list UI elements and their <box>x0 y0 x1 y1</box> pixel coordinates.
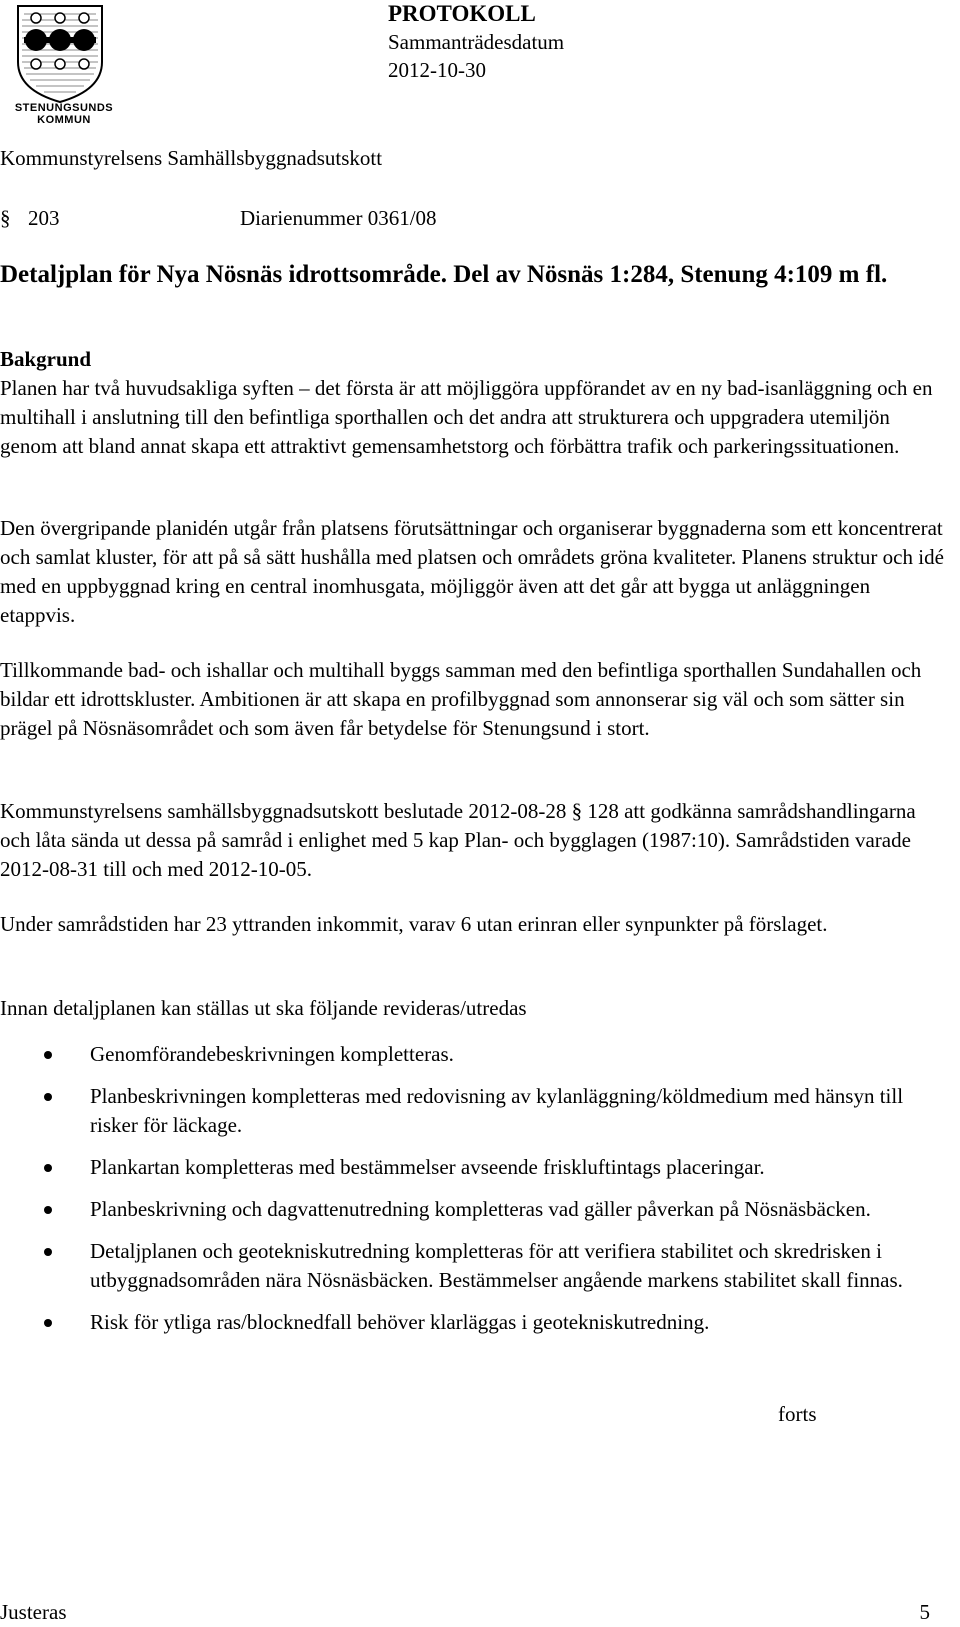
list-item-text: Planbeskrivningen kompletteras med redovisning av kylanläggning/köldmedium med hänsyn till risker för läckage. <box>90 1084 904 1137</box>
paragraph-5-block <box>0 910 950 939</box>
paragraph-1: Planen har två huvudsakliga syften – det första är att möjliggöra uppförandet av en ny bad-isanläggning och en multihall i anslutning till den befintliga sporthallen och det andra att strukturera och uppgradera utemiljön genom att bland annat skapa ett attraktivt gemensamhetstorg och förbättra trafik och parkeringssituationen. <box>0 376 933 458</box>
document-header <box>388 0 564 84</box>
background-heading: Bakgrund <box>0 347 92 371</box>
list-item <box>0 1153 950 1182</box>
list-item <box>0 1040 950 1069</box>
background-section <box>0 345 950 461</box>
bullet-icon <box>44 1051 52 1059</box>
section-line <box>0 204 600 233</box>
paragraph-symbol: § <box>0 206 11 230</box>
list-item-text: Detaljplanen och geotekniskutredning kompletteras för att verifiera stabilitet och skredrisken i utbyggnadsområden nära Nösnäsbäcken. Bestämmelser angående markens stabilitet skall finnas. <box>90 1239 903 1292</box>
bullet-icon <box>44 1164 52 1172</box>
list-item <box>0 1195 950 1224</box>
municipal-coat-of-arms-icon <box>4 4 116 104</box>
page-number: 5 <box>919 1600 930 1624</box>
paragraph-5: Under samrådstiden har 23 yttranden inkommit, varav 6 utan erinran eller synpunkter på förslaget. <box>0 912 828 936</box>
list-item <box>0 1237 950 1295</box>
date-label: Sammanträdesdatum <box>388 30 565 54</box>
paragraph-4-block <box>0 797 950 884</box>
paragraph-2: Den övergripande planidén utgår från platsens förutsättningar och organiserar byggnaderna som ett koncentrerat och samlat kluster, för att på så sätt hushålla med platsen och områdets gröna kvaliteter. Planens struktur och idé med en uppbyggnad kring en central inomhusgata, möjliggör även att det går att bygga ut anläggningen etappvis. <box>0 516 944 627</box>
bullet-icon <box>44 1319 52 1327</box>
list-item-text: Genomförandebeskrivningen kompletteras. <box>90 1042 454 1066</box>
paragraph-6: Innan detaljplanen kan ställas ut ska följande revideras/utredas <box>0 996 527 1020</box>
logo-text-line2: KOMMUN <box>37 114 91 126</box>
requirements-list <box>0 1040 950 1350</box>
list-item-text: Plankartan kompletteras med bestämmelser avseende friskluftintags placeringar. <box>90 1155 765 1179</box>
list-item-text: Risk för ytliga ras/blocknedfall behöver klarläggas i geotekniskutredning. <box>90 1310 710 1334</box>
logo-text-line1: STENUNGSUNDS <box>14 102 114 114</box>
paragraph-6-block <box>0 994 950 1023</box>
date-value: 2012-10-30 <box>388 58 486 82</box>
continued-marker: forts <box>778 1402 817 1426</box>
list-item-text: Planbeskrivning och dagvattenutredning kompletteras vad gäller påverkan på Nösnäsbäcken. <box>90 1197 871 1221</box>
paragraph-4: Kommunstyrelsens samhällsbyggnadsutskott beslutade 2012-08-28 § 128 att godkänna samrådshandlingarna och låta sända ut dessa på samråd i enlighet med 5 kap Plan- och bygglagen (1987:10). Samrådstiden varade 2012-08-31 till och med 2012-10-05. <box>0 799 916 881</box>
section-number: 203 <box>28 206 60 230</box>
committee-name: Kommunstyrelsens Samhällsbyggnadsutskott <box>0 146 383 170</box>
paragraph-2-block <box>0 514 950 630</box>
diarie-number: Diarienummer 0361/08 <box>240 206 437 230</box>
page-title: Detaljplan för Nya Nösnäs idrottsområde. Del av Nösnäs 1:284, Stenung 4:109 m fl. <box>0 261 888 288</box>
paragraph-3-block <box>0 656 950 743</box>
bullet-icon <box>44 1206 52 1214</box>
paragraph-3: Tillkommande bad- och ishallar och multihall byggs samman med den befintliga sporthallen Sundahallen och bildar ett idrottskluster. Ambitionen är att skapa en profilbyggnad som annonserar sig väl och som sätter sin prägel på Nösnäsområdet och som även får betydelse för Stenungsund i stort. <box>0 658 922 740</box>
footer-justeras: Justeras <box>0 1600 67 1624</box>
municipality-logo <box>4 4 116 126</box>
bullet-icon <box>44 1248 52 1256</box>
list-item <box>0 1308 950 1337</box>
list-item <box>0 1082 950 1140</box>
bullet-icon <box>44 1093 52 1101</box>
document-type: PROTOKOLL <box>388 1 536 26</box>
